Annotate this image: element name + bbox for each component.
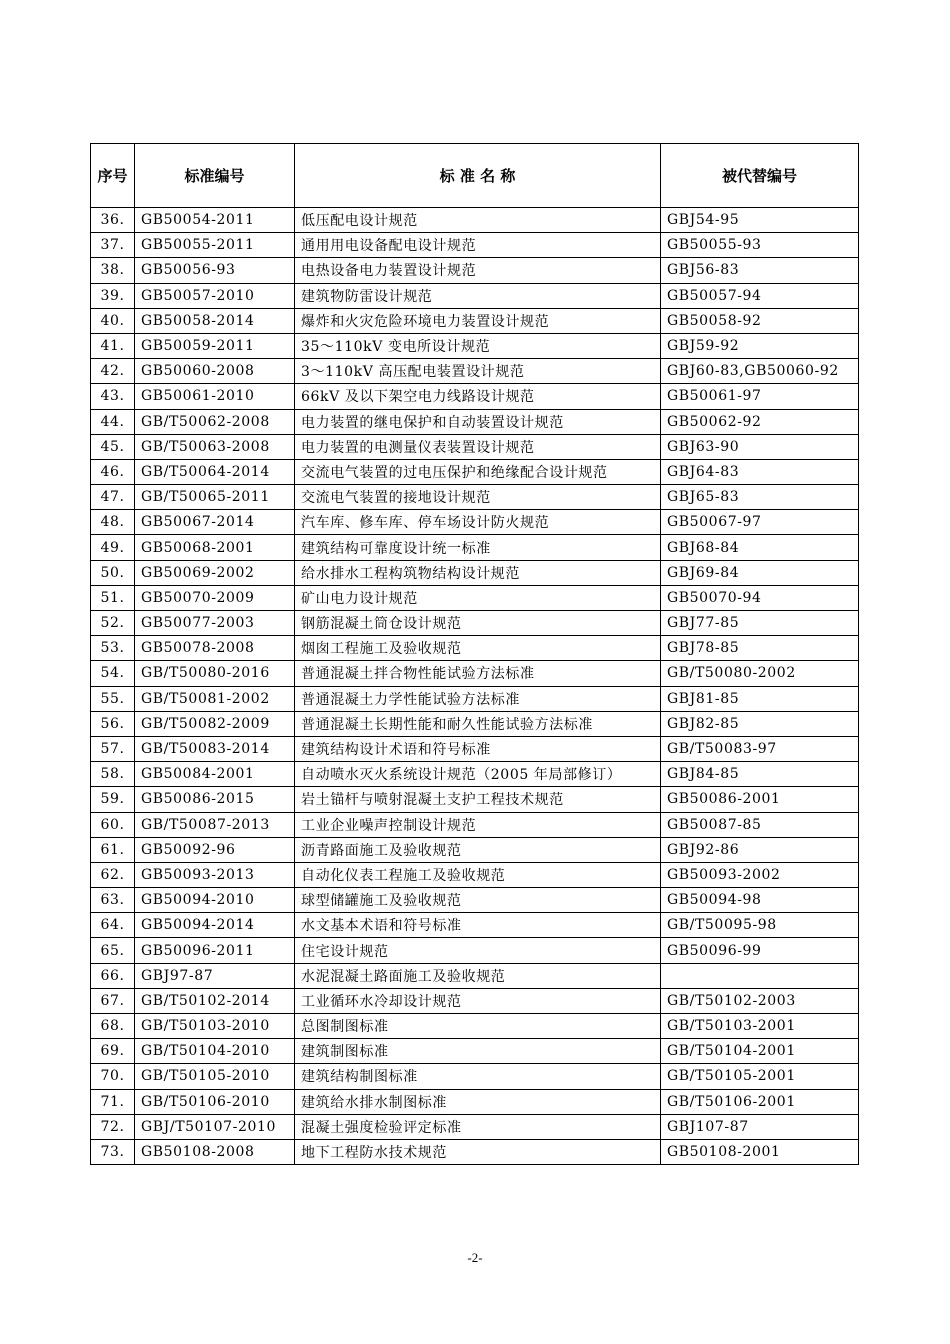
table-row: [91, 1064, 859, 1089]
seq-cell: 69.: [91, 1039, 135, 1064]
replaced-code-cell: GB/T50104-2001: [661, 1039, 859, 1064]
standard-code-cell: GB50094-2014: [135, 913, 295, 938]
standard-name-cell: 交流电气装置的接地设计规范: [295, 485, 661, 510]
seq-cell: 68.: [91, 1014, 135, 1039]
replaced-code-cell: GBJ92-86: [661, 837, 859, 862]
standard-code-cell: GB/T50080-2016: [135, 661, 295, 686]
standard-code-cell: GB/T50081-2002: [135, 686, 295, 711]
replaced-code-cell: GB50093-2002: [661, 862, 859, 887]
standard-code-cell: GB50078-2008: [135, 636, 295, 661]
replaced-code-cell: GBJ65-83: [661, 485, 859, 510]
seq-cell: 72.: [91, 1114, 135, 1139]
header-seq: 序号: [91, 144, 135, 208]
standard-code-cell: GB50061-2010: [135, 384, 295, 409]
replaced-code-cell: GB50062-92: [661, 409, 859, 434]
standard-name-cell: 球型储罐施工及验收规范: [295, 888, 661, 913]
table-row: [91, 1014, 859, 1039]
table-row: [91, 913, 859, 938]
standard-code-cell: GBJ/T50107-2010: [135, 1114, 295, 1139]
standard-name-cell: 工业循环水冷却设计规范: [295, 988, 661, 1013]
standard-code-cell: GB50058-2014: [135, 308, 295, 333]
replaced-code-cell: GB50057-94: [661, 283, 859, 308]
seq-cell: 57.: [91, 736, 135, 761]
replaced-code-cell: GBJ69-84: [661, 560, 859, 585]
table-row: [91, 510, 859, 535]
standard-code-cell: GB50108-2008: [135, 1139, 295, 1164]
header-replaced: 被代替编号: [661, 144, 859, 208]
seq-cell: 62.: [91, 862, 135, 887]
standard-name-cell: 建筑给水排水制图标准: [295, 1089, 661, 1114]
seq-cell: 53.: [91, 636, 135, 661]
standard-code-cell: GB50068-2001: [135, 535, 295, 560]
standard-name-cell: 低压配电设计规范: [295, 208, 661, 233]
replaced-code-cell: GBJ78-85: [661, 636, 859, 661]
standard-code-cell: GB50059-2011: [135, 333, 295, 358]
table-row: [91, 1114, 859, 1139]
table-row: [91, 711, 859, 736]
standard-code-cell: GB50092-96: [135, 837, 295, 862]
replaced-code-cell: GBJ60-83,GB50060-92: [661, 359, 859, 384]
table-row: [91, 1039, 859, 1064]
standard-code-cell: GB/T50106-2010: [135, 1089, 295, 1114]
replaced-code-cell: GBJ63-90: [661, 434, 859, 459]
seq-cell: 37.: [91, 233, 135, 258]
standard-code-cell: GB50086-2015: [135, 787, 295, 812]
seq-cell: 42.: [91, 359, 135, 384]
seq-cell: 47.: [91, 485, 135, 510]
replaced-code-cell: GBJ84-85: [661, 762, 859, 787]
replaced-code-cell: GBJ77-85: [661, 611, 859, 636]
standard-code-cell: GB/T50063-2008: [135, 434, 295, 459]
standard-code-cell: GB50067-2014: [135, 510, 295, 535]
table-row: [91, 535, 859, 560]
replaced-code-cell: GBJ81-85: [661, 686, 859, 711]
seq-cell: 56.: [91, 711, 135, 736]
table-row: [91, 1089, 859, 1114]
standard-code-cell: GB/T50105-2010: [135, 1064, 295, 1089]
standard-name-cell: 自动化仪表工程施工及验收规范: [295, 862, 661, 887]
table-header-row: [91, 144, 859, 208]
table-row: [91, 938, 859, 963]
seq-cell: 50.: [91, 560, 135, 585]
standard-code-cell: GB/T50102-2014: [135, 988, 295, 1013]
table-row: [91, 258, 859, 283]
standard-name-cell: 矿山电力设计规范: [295, 585, 661, 610]
standard-name-cell: 电热设备电力装置设计规范: [295, 258, 661, 283]
seq-cell: 59.: [91, 787, 135, 812]
standard-name-cell: 建筑结构设计术语和符号标准: [295, 736, 661, 761]
standard-code-cell: GB50057-2010: [135, 283, 295, 308]
standard-code-cell: GB/T50082-2009: [135, 711, 295, 736]
replaced-code-cell: GB/T50083-97: [661, 736, 859, 761]
seq-cell: 65.: [91, 938, 135, 963]
replaced-code-cell: GB50096-99: [661, 938, 859, 963]
seq-cell: 36.: [91, 208, 135, 233]
replaced-code-cell: GB50108-2001: [661, 1139, 859, 1164]
standard-name-cell: 烟囱工程施工及验收规范: [295, 636, 661, 661]
table-row: [91, 485, 859, 510]
table-row: [91, 787, 859, 812]
table-row: [91, 359, 859, 384]
standard-name-cell: 建筑结构制图标准: [295, 1064, 661, 1089]
table-row: [91, 762, 859, 787]
replaced-code-cell: GB/T50105-2001: [661, 1064, 859, 1089]
seq-cell: 43.: [91, 384, 135, 409]
standard-code-cell: GB50060-2008: [135, 359, 295, 384]
table-body: [91, 208, 859, 1165]
standard-code-cell: GB50084-2001: [135, 762, 295, 787]
seq-cell: 66.: [91, 963, 135, 988]
table-row: [91, 560, 859, 585]
table-row: [91, 963, 859, 988]
replaced-code-cell: GB50058-92: [661, 308, 859, 333]
standard-name-cell: 电力装置的电测量仪表装置设计规范: [295, 434, 661, 459]
table-row: [91, 585, 859, 610]
standard-code-cell: GB50069-2002: [135, 560, 295, 585]
replaced-code-cell: GB/T50080-2002: [661, 661, 859, 686]
table-row: [91, 208, 859, 233]
replaced-code-cell: [661, 963, 859, 988]
header-name: 标 准 名 称: [295, 144, 661, 208]
seq-cell: 38.: [91, 258, 135, 283]
table-row: [91, 409, 859, 434]
standard-name-cell: 地下工程防水技术规范: [295, 1139, 661, 1164]
standard-name-cell: 自动喷水灭火系统设计规范（2005 年局部修订）: [295, 762, 661, 787]
table-row: [91, 434, 859, 459]
table-row: [91, 459, 859, 484]
standard-code-cell: GB/T50065-2011: [135, 485, 295, 510]
seq-cell: 46.: [91, 459, 135, 484]
standard-name-cell: 汽车库、修车库、停车场设计防火规范: [295, 510, 661, 535]
standard-code-cell: GB50054-2011: [135, 208, 295, 233]
standard-name-cell: 水泥混凝土路面施工及验收规范: [295, 963, 661, 988]
standard-name-cell: 普通混凝土长期性能和耐久性能试验方法标准: [295, 711, 661, 736]
seq-cell: 70.: [91, 1064, 135, 1089]
seq-cell: 44.: [91, 409, 135, 434]
table-row: [91, 988, 859, 1013]
seq-cell: 49.: [91, 535, 135, 560]
standard-name-cell: 建筑结构可靠度设计统一标准: [295, 535, 661, 560]
standard-name-cell: 钢筋混凝土筒仓设计规范: [295, 611, 661, 636]
table-row: [91, 661, 859, 686]
standard-code-cell: GB50093-2013: [135, 862, 295, 887]
seq-cell: 55.: [91, 686, 135, 711]
seq-cell: 51.: [91, 585, 135, 610]
seq-cell: 52.: [91, 611, 135, 636]
replaced-code-cell: GBJ68-84: [661, 535, 859, 560]
standards-table: [90, 143, 859, 1165]
table-row: [91, 686, 859, 711]
table-row: [91, 283, 859, 308]
replaced-code-cell: GBJ107-87: [661, 1114, 859, 1139]
seq-cell: 41.: [91, 333, 135, 358]
standard-name-cell: 3～110kV 高压配电装置设计规范: [295, 359, 661, 384]
standard-code-cell: GB50056-93: [135, 258, 295, 283]
table-row: [91, 837, 859, 862]
standard-code-cell: GB50096-2011: [135, 938, 295, 963]
standard-name-cell: 岩土锚杆与喷射混凝土支护工程技术规范: [295, 787, 661, 812]
seq-cell: 63.: [91, 888, 135, 913]
standard-code-cell: GB/T50064-2014: [135, 459, 295, 484]
replaced-code-cell: GB50070-94: [661, 585, 859, 610]
standard-name-cell: 35～110kV 变电所设计规范: [295, 333, 661, 358]
replaced-code-cell: GB50055-93: [661, 233, 859, 258]
standard-name-cell: 66kV 及以下架空电力线路设计规范: [295, 384, 661, 409]
standard-code-cell: GB50077-2003: [135, 611, 295, 636]
seq-cell: 60.: [91, 812, 135, 837]
seq-cell: 45.: [91, 434, 135, 459]
standard-name-cell: 住宅设计规范: [295, 938, 661, 963]
table-row: [91, 308, 859, 333]
standard-code-cell: GB/T50083-2014: [135, 736, 295, 761]
replaced-code-cell: GB/T50102-2003: [661, 988, 859, 1013]
standard-name-cell: 普通混凝土力学性能试验方法标准: [295, 686, 661, 711]
standard-name-cell: 给水排水工程构筑物结构设计规范: [295, 560, 661, 585]
replaced-code-cell: GBJ59-92: [661, 333, 859, 358]
standard-code-cell: GBJ97-87: [135, 963, 295, 988]
replaced-code-cell: GB50061-97: [661, 384, 859, 409]
replaced-code-cell: GB50086-2001: [661, 787, 859, 812]
seq-cell: 39.: [91, 283, 135, 308]
seq-cell: 71.: [91, 1089, 135, 1114]
table-row: [91, 636, 859, 661]
seq-cell: 67.: [91, 988, 135, 1013]
standard-name-cell: 普通混凝土拌合物性能试验方法标准: [295, 661, 661, 686]
standard-name-cell: 水文基本术语和符号标准: [295, 913, 661, 938]
replaced-code-cell: GB/T50106-2001: [661, 1089, 859, 1114]
standard-name-cell: 工业企业噪声控制设计规范: [295, 812, 661, 837]
standard-code-cell: GB/T50104-2010: [135, 1039, 295, 1064]
seq-cell: 64.: [91, 913, 135, 938]
seq-cell: 48.: [91, 510, 135, 535]
header-code: 标准编号: [135, 144, 295, 208]
standard-name-cell: 爆炸和火灾危险环境电力装置设计规范: [295, 308, 661, 333]
table-row: [91, 384, 859, 409]
standard-name-cell: 混凝土强度检验评定标准: [295, 1114, 661, 1139]
standard-code-cell: GB50070-2009: [135, 585, 295, 610]
standard-code-cell: GB/T50103-2010: [135, 1014, 295, 1039]
replaced-code-cell: GBJ64-83: [661, 459, 859, 484]
replaced-code-cell: GB50067-97: [661, 510, 859, 535]
seq-cell: 40.: [91, 308, 135, 333]
standard-name-cell: 沥青路面施工及验收规范: [295, 837, 661, 862]
seq-cell: 54.: [91, 661, 135, 686]
replaced-code-cell: GB/T50095-98: [661, 913, 859, 938]
standard-code-cell: GB50094-2010: [135, 888, 295, 913]
table-row: [91, 862, 859, 887]
page-number: -2-: [467, 1250, 483, 1265]
table-row: [91, 233, 859, 258]
standard-code-cell: GB50055-2011: [135, 233, 295, 258]
seq-cell: 73.: [91, 1139, 135, 1164]
replaced-code-cell: GBJ56-83: [661, 258, 859, 283]
standard-name-cell: 建筑制图标准: [295, 1039, 661, 1064]
standard-name-cell: 总图制图标准: [295, 1014, 661, 1039]
standard-name-cell: 通用用电设备配电设计规范: [295, 233, 661, 258]
standard-code-cell: GB/T50062-2008: [135, 409, 295, 434]
table-row: [91, 1139, 859, 1164]
standard-code-cell: GB/T50087-2013: [135, 812, 295, 837]
standard-name-cell: 交流电气装置的过电压保护和绝缘配合设计规范: [295, 459, 661, 484]
seq-cell: 58.: [91, 762, 135, 787]
seq-cell: 61.: [91, 837, 135, 862]
standard-name-cell: 电力装置的继电保护和自动装置设计规范: [295, 409, 661, 434]
replaced-code-cell: GB50094-98: [661, 888, 859, 913]
table-row: [91, 812, 859, 837]
table-row: [91, 736, 859, 761]
replaced-code-cell: GBJ82-85: [661, 711, 859, 736]
replaced-code-cell: GBJ54-95: [661, 208, 859, 233]
table-row: [91, 888, 859, 913]
replaced-code-cell: GB50087-85: [661, 812, 859, 837]
table-row: [91, 333, 859, 358]
replaced-code-cell: GB/T50103-2001: [661, 1014, 859, 1039]
standard-name-cell: 建筑物防雷设计规范: [295, 283, 661, 308]
table-row: [91, 611, 859, 636]
